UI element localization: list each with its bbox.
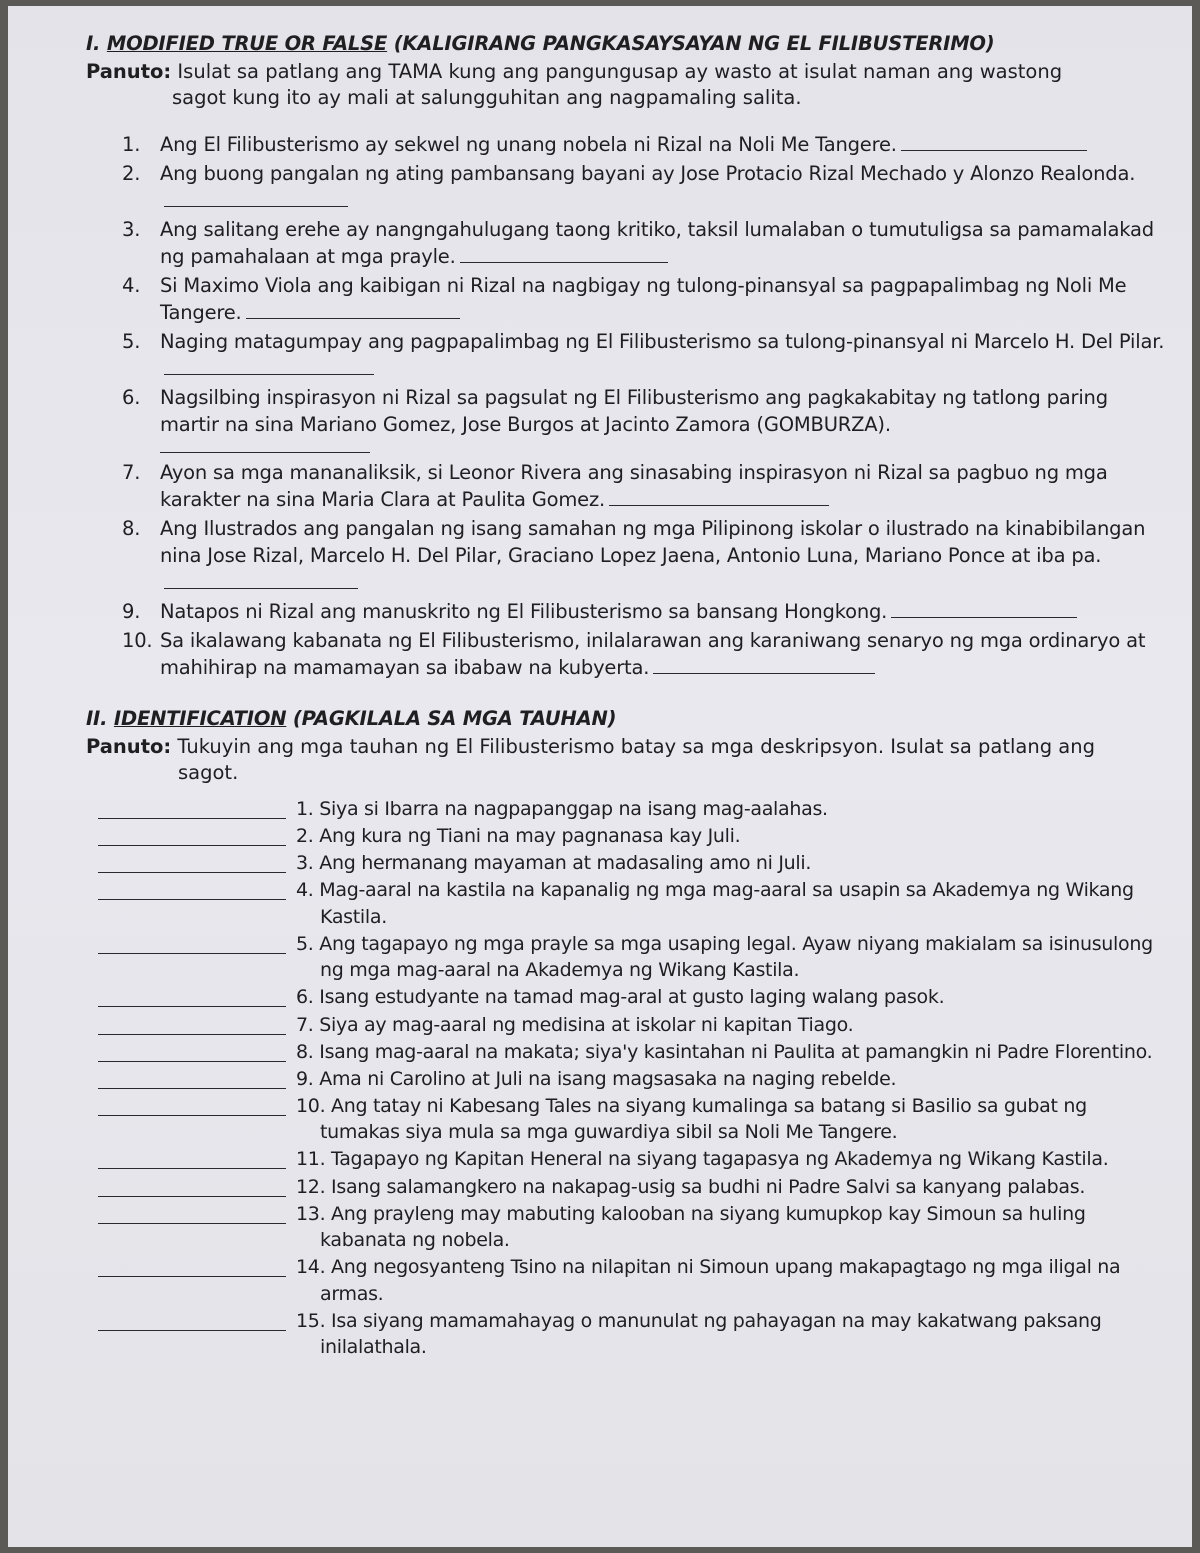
tf-item-9 (86, 598, 1170, 625)
part2-instruction-line1: Tukuyin ang mga tauhan ng El Filibusterismo batay sa mga deskripsyon. Isulat sa patlang ang (177, 735, 1095, 758)
id-item-text: 2. Ang kura ng Tiani na may pagnanasa kay Juli. (296, 825, 741, 848)
part2-title-rest: (PAGKILALA SA MGA TAUHAN) (292, 707, 617, 730)
tf-item-number: 9. (122, 600, 141, 623)
id-item-2 (86, 823, 1170, 850)
tf-item-text: Si Maximo Viola ang kaibigan ni Rizal na nagbigay ng tulong-pinansyal sa pagpapalimbag ng Noli Me Tangere. (160, 274, 1127, 324)
tf-item-text: Nagsilbing inspirasyon ni Rizal sa pagsulat ng El Filibusterismo ang pagkakabitay ng tatlong paring martir na sina Mariano Gomez, Jose Burgos at Jacinto Zamora (GOMBURZA). (160, 386, 1108, 436)
tf-item-number: 5. (122, 330, 141, 353)
answer-blank[interactable] (98, 1088, 286, 1089)
tf-item-2 (86, 160, 1170, 214)
id-item-text: 7. Siya ay mag-aaral ng medisina at iskolar ni kapitan Tiago. (296, 1013, 854, 1036)
part2-instruction-label: Panuto: (86, 735, 172, 758)
tf-item-text: Ayon sa mga mananaliksik, si Leonor Rivera ang sinasabing inspirasyon ni Rizal sa pagbuo ng mga karakter na sina Maria Clara at Paulita Gomez. (160, 461, 1108, 511)
tf-item-number: 1. (122, 133, 141, 156)
id-item-12 (86, 1174, 1170, 1201)
id-item-3 (86, 850, 1170, 877)
answer-blank[interactable] (98, 1196, 286, 1197)
id-item-text: 4. Mag-aaral na kastila na kapanalig ng mga mag-aaral sa usapin sa Akademya ng Wikang Kastila. (296, 879, 1134, 928)
id-item-text: 9. Ama ni Carolino at Juli na isang magsasaka na naging rebelde. (296, 1067, 897, 1090)
id-item-13 (86, 1201, 1170, 1254)
id-item-text: 13. Ang prayleng may mabuting kalooban na siyang kumupkop kay Simoun sa huling kabanata ng nobela. (296, 1202, 1086, 1252)
tf-item-number: 10. (122, 629, 153, 652)
part1-instruction (86, 59, 1170, 111)
answer-blank[interactable] (98, 1006, 286, 1007)
id-item-text: 5. Ang tagapayo ng mga prayle sa mga usaping legal. Ayaw niyang makialam sa isinusulong ng mga mag-aaral na Akademya ng Wikang Kastila. (296, 932, 1153, 982)
id-item-text: 14. Ang negosyanteng Tsino na nilapitan ni Simoun upang makapagtago ng mga iligal na armas. (296, 1256, 1121, 1305)
tf-item-text: Ang salitang erehe ay nangngahulugang taong kritiko, taksil lumalaban o tumutuligsa sa pamamalakad ng pamahalaan at mga prayle. (160, 218, 1154, 268)
part2-number: II. (86, 707, 108, 730)
answer-blank[interactable] (98, 1330, 286, 1331)
part2-title (86, 707, 1170, 730)
tf-item-text: Natapos ni Rizal ang manuskrito ng El Filibusterismo sa bansang Hongkong. (160, 600, 888, 623)
id-item-text: 10. Ang tatay ni Kabesang Tales na siyang kumalinga sa batang si Basilio sa gubat ng tumakas siya mula sa mga guwardiya sibil sa Noli Me Tangere. (296, 1094, 1087, 1144)
tf-item-text: Ang Ilustrados ang pangalan ng isang samahan ng mga Pilipinong iskolar o ilustrado na kinabibilangan nina Jose Rizal, Marcelo H. Del Pilar, Graciano Lopez Jaena, Antonio Luna, Mariano Ponce at iba pa. (160, 517, 1146, 567)
id-item-10 (86, 1093, 1170, 1146)
tf-item-5 (86, 328, 1170, 382)
part2-instruction-line2: sagot. (178, 761, 239, 784)
id-item-text: 12. Isang salamangkero na nakapag-usig sa budhi ni Padre Salvi sa kanyang palabas. (296, 1175, 1086, 1198)
tf-item-7 (86, 459, 1170, 513)
answer-blank[interactable] (609, 487, 829, 506)
id-item-8 (86, 1039, 1170, 1066)
answer-blank[interactable] (98, 953, 286, 954)
answer-blank[interactable] (98, 872, 286, 873)
part2-instruction (86, 734, 1170, 786)
answer-blank[interactable] (164, 188, 348, 207)
answer-blank[interactable] (98, 1276, 286, 1277)
answer-blank[interactable] (98, 1061, 286, 1062)
id-item-5 (86, 931, 1170, 984)
answer-blank[interactable] (98, 818, 286, 819)
part1-instruction-label: Panuto: (86, 60, 172, 83)
identification-list (86, 796, 1170, 1361)
id-item-4 (86, 877, 1170, 930)
tf-item-number: 3. (122, 218, 141, 241)
id-item-7 (86, 1012, 1170, 1039)
answer-blank[interactable] (164, 570, 358, 589)
worksheet-page (8, 6, 1192, 1547)
tf-item-8 (86, 515, 1170, 596)
id-item-15 (86, 1308, 1170, 1361)
answer-blank[interactable] (160, 438, 370, 453)
part2-section (86, 707, 1170, 1361)
id-item-text: 1. Siya si Ibarra na nagpapanggap na isang mag-aalahas. (296, 798, 828, 820)
tf-item-text: Naging matagumpay ang pagpapalimbag ng El Filibusterismo sa tulong-pinansyal ni Marcelo H. Del Pilar. (160, 330, 1165, 353)
part1-title-rest: (KALIGIRANG PANGKASAYSAYAN NG EL FILIBUSTERIMO) (393, 32, 995, 55)
part1-instruction-line2: sagot kung ito ay mali at salungguhitan ang nagpamaling salita. (172, 86, 802, 109)
answer-blank[interactable] (164, 356, 374, 375)
id-item-text: 15. Isa siyang mamamahayag o manunulat ng pahayagan na may kakatwang paksang inilalathala. (296, 1309, 1102, 1359)
part1-instruction-line1: Isulat sa patlang ang TAMA kung ang pangungusap ay wasto at isulat naman ang wastong (177, 60, 1063, 83)
answer-blank[interactable] (246, 300, 460, 319)
id-item-text: 11. Tagapayo ng Kapitan Heneral na siyang tagapasya ng Akademya ng Wikang Kastila. (296, 1148, 1109, 1171)
tf-item-10 (86, 627, 1170, 681)
id-item-14 (86, 1254, 1170, 1307)
answer-blank[interactable] (98, 1223, 286, 1224)
tf-item-4 (86, 272, 1170, 326)
id-item-1 (86, 796, 1170, 823)
tf-item-number: 8. (122, 517, 141, 540)
id-item-9 (86, 1066, 1170, 1093)
tf-item-text: Sa ikalawang kabanata ng El Filibusterismo, inilalarawan ang karaniwang senaryo ng mga ordinaryo at mahihirap na mamamayan sa ibabaw na kubyerta. (160, 629, 1146, 679)
id-item-text: 3. Ang hermanang mayaman at madasaling amo ni Juli. (296, 852, 812, 875)
tf-item-number: 2. (122, 162, 141, 185)
part2-title-underlined: IDENTIFICATION (113, 707, 287, 730)
tf-item-number: 7. (122, 461, 141, 484)
answer-blank[interactable] (901, 132, 1087, 151)
part1-title-underlined: MODIFIED TRUE OR FALSE (106, 32, 388, 55)
id-item-6 (86, 984, 1170, 1011)
answer-blank[interactable] (891, 599, 1077, 618)
id-item-text: 8. Isang mag-aaral na makata; siya'y kasintahan ni Paulita at pamangkin ni Padre Florentino. (296, 1040, 1153, 1063)
answer-blank[interactable] (98, 845, 286, 846)
part1-number: I. (86, 32, 101, 55)
answer-blank[interactable] (653, 655, 875, 674)
answer-blank[interactable] (98, 1168, 286, 1169)
part1-title (86, 32, 1170, 55)
tf-item-1 (86, 131, 1170, 158)
tf-item-text: Ang buong pangalan ng ating pambansang bayani ay Jose Protacio Rizal Mechado y Alonzo Realonda. (160, 162, 1136, 185)
answer-blank[interactable] (98, 899, 286, 900)
tf-item-6 (86, 384, 1170, 453)
id-item-text: 6. Isang estudyante na tamad mag-aral at gusto laging walang pasok. (296, 986, 945, 1009)
tf-item-text: Ang El Filibusterismo ay sekwel ng unang nobela ni Rizal na Noli Me Tangere. (160, 133, 897, 156)
answer-blank[interactable] (460, 244, 668, 263)
true-false-list (86, 131, 1170, 681)
answer-blank[interactable] (98, 1115, 286, 1116)
tf-item-number: 6. (122, 386, 141, 409)
tf-item-3 (86, 216, 1170, 270)
tf-item-number: 4. (122, 274, 141, 297)
id-item-11 (86, 1146, 1170, 1173)
answer-blank[interactable] (98, 1034, 286, 1035)
